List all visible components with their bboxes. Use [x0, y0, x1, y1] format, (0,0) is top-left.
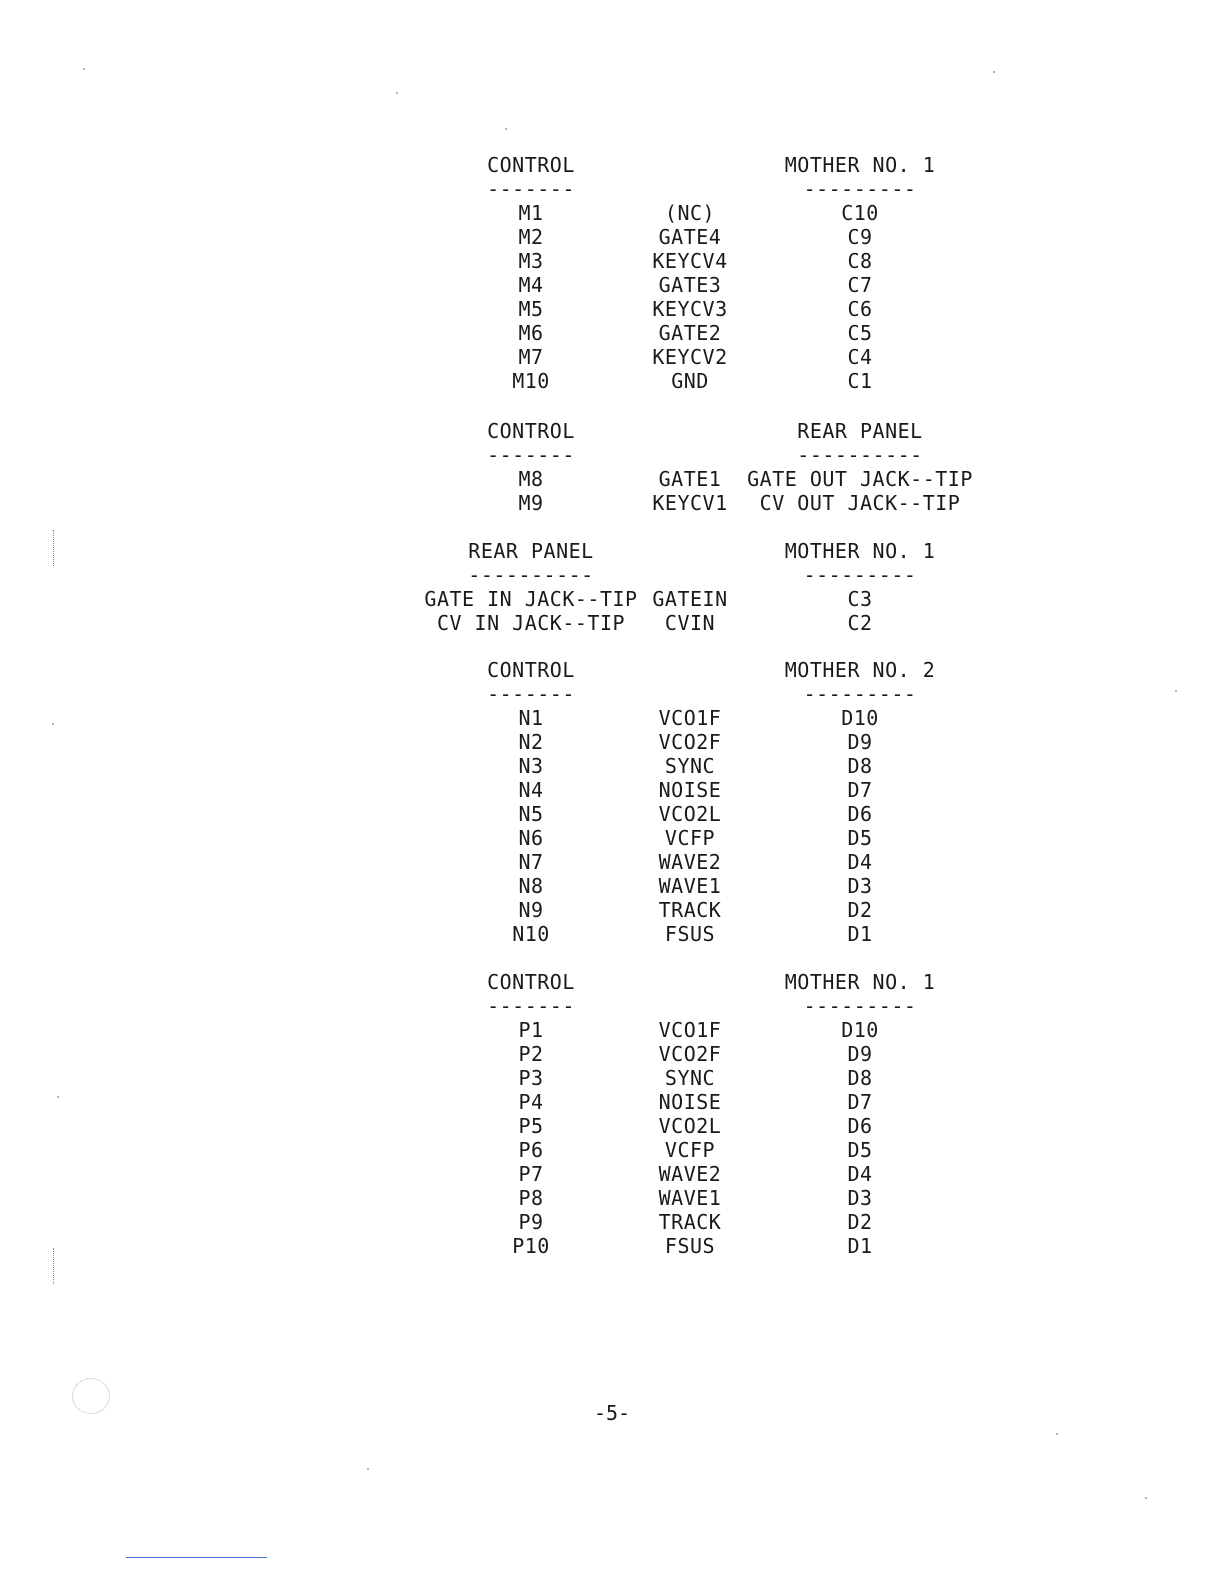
connection-row	[0, 297, 1224, 321]
cell-to: C1	[847, 369, 873, 393]
cell-to: D4	[847, 1162, 873, 1186]
bottom-rule-line	[126, 1557, 267, 1558]
cell-from: M10	[512, 369, 550, 393]
connection-row	[0, 225, 1224, 249]
cell-to: D6	[847, 1114, 873, 1138]
cell-from: N8	[518, 874, 544, 898]
cell-signal: GND	[671, 369, 709, 393]
connection-row	[0, 1114, 1224, 1138]
cell-to: C9	[847, 225, 873, 249]
cell-signal: WAVE1	[658, 1186, 722, 1210]
cell-signal: FSUS	[664, 922, 716, 946]
cell-signal: SYNC	[664, 754, 716, 778]
connection-row	[0, 778, 1224, 802]
cell-from: M1	[518, 201, 544, 225]
cell-from: P7	[518, 1162, 544, 1186]
column-heading-from: REAR PANEL	[468, 539, 594, 563]
cell-signal: TRACK	[658, 1210, 722, 1234]
cell-from: P6	[518, 1138, 544, 1162]
cell-signal: VCO1F	[658, 1018, 722, 1042]
cell-signal: GATEIN	[652, 587, 728, 611]
connection-row	[0, 587, 1224, 611]
section-rear-panel-to-mother-1	[0, 539, 1224, 635]
cell-signal: VCO1F	[658, 706, 722, 730]
cell-to: D8	[847, 754, 873, 778]
heading-underline: ----------	[468, 563, 594, 587]
cell-to: D10	[841, 706, 879, 730]
cell-to: D9	[847, 1042, 873, 1066]
cell-signal: KEYCV2	[652, 345, 728, 369]
cell-to: D6	[847, 802, 873, 826]
connection-row	[0, 467, 1224, 491]
cell-signal: VCO2F	[658, 730, 722, 754]
cell-to: C8	[847, 249, 873, 273]
scan-speck	[1175, 690, 1177, 692]
connection-row	[0, 850, 1224, 874]
connection-row	[0, 922, 1224, 946]
punch-hole-mark	[72, 1378, 110, 1414]
connection-row	[0, 1162, 1224, 1186]
heading-underline-row	[0, 443, 1224, 467]
cell-from: M4	[518, 273, 544, 297]
cell-from: N6	[518, 826, 544, 850]
cell-signal: VCFP	[664, 1138, 716, 1162]
connection-row	[0, 1138, 1224, 1162]
heading-underline: ---------	[803, 994, 917, 1018]
section-control-to-mother-2	[0, 658, 1224, 946]
connection-row	[0, 345, 1224, 369]
cell-signal: SYNC	[664, 1066, 716, 1090]
column-heading-to: MOTHER NO. 1	[784, 970, 936, 994]
cell-signal: VCFP	[664, 826, 716, 850]
scan-speck	[1145, 1497, 1147, 1499]
cell-from: N4	[518, 778, 544, 802]
column-heading-from: CONTROL	[487, 658, 575, 682]
cell-to: C2	[847, 611, 873, 635]
heading-underline-row	[0, 563, 1224, 587]
heading-underline: ---------	[803, 177, 917, 201]
cell-from: M8	[518, 467, 544, 491]
section-control-to-rear-panel	[0, 419, 1224, 515]
cell-signal: KEYCV3	[652, 297, 728, 321]
cell-from: CV IN JACK--TIP	[436, 611, 626, 635]
section-control-to-mother-1	[0, 153, 1224, 393]
cell-to: GATE OUT JACK--TIP	[747, 467, 973, 491]
connection-row	[0, 201, 1224, 225]
connection-row	[0, 754, 1224, 778]
cell-signal: WAVE2	[658, 850, 722, 874]
connection-row	[0, 706, 1224, 730]
cell-from: M3	[518, 249, 544, 273]
connection-row	[0, 874, 1224, 898]
cell-to: C4	[847, 345, 873, 369]
cell-to: D7	[847, 778, 873, 802]
cell-to: C7	[847, 273, 873, 297]
cell-to: D8	[847, 1066, 873, 1090]
cell-signal: GATE4	[658, 225, 722, 249]
cell-from: M9	[518, 491, 544, 515]
cell-from: P5	[518, 1114, 544, 1138]
cell-signal: WAVE2	[658, 1162, 722, 1186]
connection-row	[0, 369, 1224, 393]
connection-row	[0, 730, 1224, 754]
cell-from: P4	[518, 1090, 544, 1114]
column-heading-from: CONTROL	[487, 153, 575, 177]
connection-row	[0, 1210, 1224, 1234]
heading-underline-row	[0, 994, 1224, 1018]
cell-from: M2	[518, 225, 544, 249]
section-header-row	[0, 153, 1224, 177]
cell-to: CV OUT JACK--TIP	[759, 491, 961, 515]
cell-to: D3	[847, 874, 873, 898]
section-header-row	[0, 539, 1224, 563]
cell-signal: KEYCV1	[652, 491, 728, 515]
cell-to: D5	[847, 826, 873, 850]
cell-signal: GATE3	[658, 273, 722, 297]
connection-row	[0, 1018, 1224, 1042]
page-number: -5-	[593, 1401, 631, 1425]
cell-to: D9	[847, 730, 873, 754]
scan-speck	[57, 1096, 59, 1098]
connection-row	[0, 321, 1224, 345]
cell-to: D1	[847, 1234, 873, 1258]
cell-from: P10	[512, 1234, 550, 1258]
cell-signal: WAVE1	[658, 874, 722, 898]
column-heading-to: MOTHER NO. 2	[784, 658, 936, 682]
cell-signal: (NC)	[664, 201, 716, 225]
cell-signal: TRACK	[658, 898, 722, 922]
heading-underline: -------	[487, 443, 575, 467]
connection-row	[0, 611, 1224, 635]
scan-speck	[52, 723, 54, 725]
cell-from: N9	[518, 898, 544, 922]
connection-row	[0, 1042, 1224, 1066]
heading-underline: -------	[487, 682, 575, 706]
scan-speck	[505, 128, 507, 130]
cell-from: P2	[518, 1042, 544, 1066]
heading-underline: ---------	[803, 563, 917, 587]
scan-speck	[396, 92, 398, 94]
scan-speck	[83, 68, 85, 70]
cell-to: D10	[841, 1018, 879, 1042]
heading-underline-row	[0, 682, 1224, 706]
cell-to: D2	[847, 1210, 873, 1234]
cell-signal: NOISE	[658, 778, 722, 802]
cell-from: M6	[518, 321, 544, 345]
cell-from: N1	[518, 706, 544, 730]
scan-speck	[993, 71, 995, 73]
cell-from: M5	[518, 297, 544, 321]
cell-signal: CVIN	[664, 611, 716, 635]
cell-to: C6	[847, 297, 873, 321]
heading-underline: -------	[487, 177, 575, 201]
cell-from: N3	[518, 754, 544, 778]
cell-from: N7	[518, 850, 544, 874]
column-heading-from: CONTROL	[487, 419, 575, 443]
cell-to: C10	[841, 201, 879, 225]
margin-speckle	[53, 1248, 55, 1284]
cell-signal: VCO2F	[658, 1042, 722, 1066]
cell-from: P3	[518, 1066, 544, 1090]
cell-from: P9	[518, 1210, 544, 1234]
cell-from: N5	[518, 802, 544, 826]
cell-from: GATE IN JACK--TIP	[424, 587, 638, 611]
scan-speck	[1056, 1433, 1058, 1435]
cell-from: P8	[518, 1186, 544, 1210]
cell-to: D1	[847, 922, 873, 946]
cell-signal: FSUS	[664, 1234, 716, 1258]
cell-from: P1	[518, 1018, 544, 1042]
cell-signal: KEYCV4	[652, 249, 728, 273]
cell-to: D2	[847, 898, 873, 922]
section-control-p-to-mother-1	[0, 970, 1224, 1258]
cell-to: C3	[847, 587, 873, 611]
connection-row	[0, 249, 1224, 273]
connection-row	[0, 1090, 1224, 1114]
cell-signal: VCO2L	[658, 1114, 722, 1138]
heading-underline: -------	[487, 994, 575, 1018]
connection-row	[0, 1186, 1224, 1210]
connection-row	[0, 1234, 1224, 1258]
heading-underline-row	[0, 177, 1224, 201]
connection-row	[0, 898, 1224, 922]
column-heading-to: MOTHER NO. 1	[784, 153, 936, 177]
heading-underline: ----------	[797, 443, 923, 467]
cell-to: D5	[847, 1138, 873, 1162]
connection-row	[0, 273, 1224, 297]
cell-to: D3	[847, 1186, 873, 1210]
connection-row	[0, 826, 1224, 850]
connection-row	[0, 1066, 1224, 1090]
cell-from: N2	[518, 730, 544, 754]
connection-row	[0, 802, 1224, 826]
column-heading-to: MOTHER NO. 1	[784, 539, 936, 563]
cell-to: C5	[847, 321, 873, 345]
cell-signal: GATE1	[658, 467, 722, 491]
connection-row	[0, 491, 1224, 515]
cell-to: D4	[847, 850, 873, 874]
section-header-row	[0, 970, 1224, 994]
cell-from: M7	[518, 345, 544, 369]
column-heading-to: REAR PANEL	[797, 419, 923, 443]
heading-underline: ---------	[803, 682, 917, 706]
section-header-row	[0, 658, 1224, 682]
cell-signal: NOISE	[658, 1090, 722, 1114]
cell-signal: GATE2	[658, 321, 722, 345]
section-header-row	[0, 419, 1224, 443]
cell-from: N10	[512, 922, 550, 946]
cell-signal: VCO2L	[658, 802, 722, 826]
scan-speck	[367, 1468, 369, 1470]
column-heading-from: CONTROL	[487, 970, 575, 994]
cell-to: D7	[847, 1090, 873, 1114]
margin-speckle	[53, 530, 55, 566]
